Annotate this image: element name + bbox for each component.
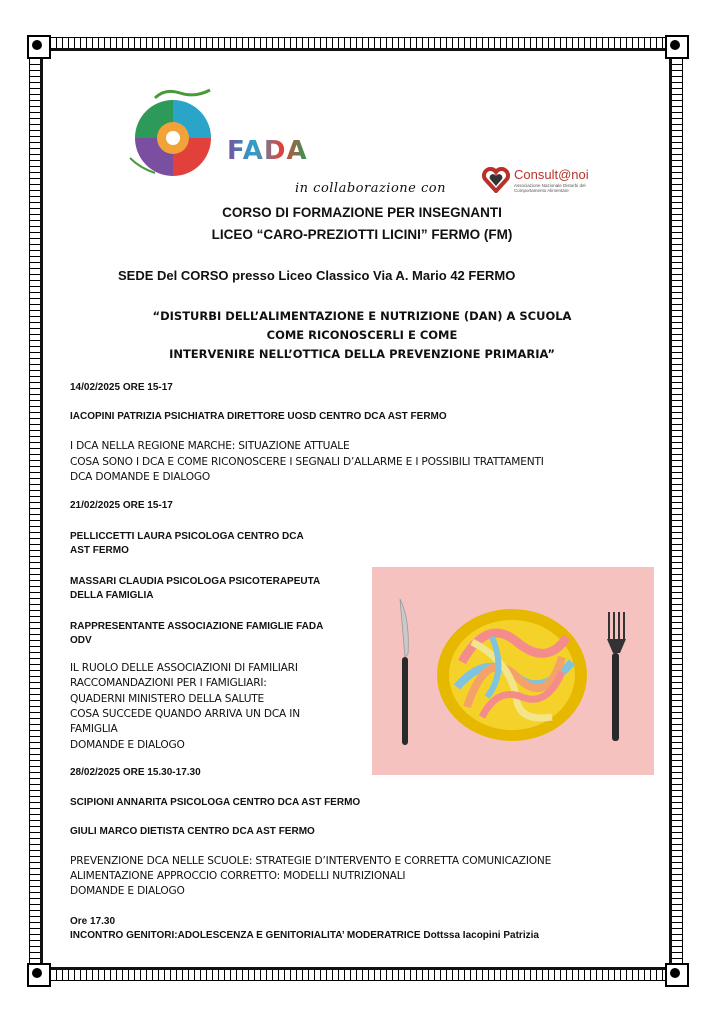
- session2-speaker: PELLICCETTI LAURA PSICOLOGA CENTRO DCA: [70, 531, 304, 542]
- session1-topic: DCA DOMANDE E DIALOGO: [70, 471, 210, 483]
- session2-topic: COSA SUCCEDE QUANDO ARRIVA UN DCA IN: [70, 708, 300, 720]
- consultanoi-subtitle: Associazione Nazionale Disturbi del Comportamento Alimentare: [514, 183, 586, 193]
- fada-logo: [125, 88, 308, 188]
- corner-ornament: [24, 960, 50, 986]
- parents-meeting: INCONTRO GENITORI:ADOLESCENZA E GENITORIALITA’ MODERATRICE Dottssa Iacopini Patrizia: [70, 930, 539, 941]
- heart-logo-icon: [482, 167, 510, 193]
- consultanoi-name: Consult@noi: [514, 167, 589, 182]
- plate-photo: [372, 567, 654, 775]
- border-bottom: [44, 969, 668, 981]
- course-heading: CORSO DI FORMAZIONE PER INSEGNANTI: [222, 205, 502, 220]
- session3-topic: PREVENZIONE DCA NELLE SCUOLE: STRATEGIE D’INTERVENTO E CORRETTA COMUNICAZIONE: [70, 855, 552, 867]
- plate-with-measuring-tape-image: [372, 567, 654, 775]
- parents-time: Ore 17.30: [70, 916, 116, 927]
- session3-topic: DOMANDE E DIALOGO: [70, 885, 185, 897]
- fada-emblem-icon: [125, 88, 235, 188]
- session1-topic: I DCA NELLA REGIONE MARCHE: SITUAZIONE ATTUALE: [70, 440, 350, 452]
- fada-wordmark: FADA: [227, 136, 308, 166]
- session3-speaker: SCIPIONI ANNARITA PSICOLOGA CENTRO DCA AST FERMO: [70, 797, 361, 808]
- session2-speaker: DELLA FAMIGLIA: [70, 590, 154, 601]
- session2-topic: QUADERNI MINISTERO DELLA SALUTE: [70, 693, 265, 705]
- session2-speaker: MASSARI CLAUDIA PSICOLOGA PSICOTERAPEUTA: [70, 576, 321, 587]
- venue-line: SEDE Del CORSO presso Liceo Classico Via A. Mario 42 FERMO: [118, 268, 516, 283]
- session2-topic: DOMANDE E DIALOGO: [70, 739, 185, 751]
- course-title-line1: “DISTURBI DELL’ALIMENTAZIONE E NUTRIZIONE (DAN) A SCUOLA: [152, 309, 572, 323]
- session2-date: 21/02/2025 ORE 15-17: [70, 500, 173, 511]
- session2-topic: FAMIGLIA: [70, 723, 118, 735]
- school-heading: LICEO “CARO-PREZIOTTI LICINI” FERMO (FM): [211, 227, 513, 242]
- border-right: [671, 52, 683, 966]
- session3-speaker: GIULI MARCO DIETISTA CENTRO DCA AST FERMO: [70, 826, 315, 837]
- session1-speaker: IACOPINI PATRIZIA PSICHIATRA DIRETTORE UOSD CENTRO DCA AST FERMO: [70, 411, 447, 422]
- session3-topic: ALIMENTAZIONE APPROCCIO CORRETTO: MODELLI NUTRIZIONALI: [70, 870, 406, 882]
- session2-speaker: AST FERMO: [70, 545, 129, 556]
- session3-date: 28/02/2025 ORE 15.30-17.30: [70, 767, 201, 778]
- session2-speaker: RAPPRESENTANTE ASSOCIAZIONE FAMIGLIE FADA: [70, 621, 324, 632]
- course-title-line2: COME RICONOSCERLI E COME: [266, 328, 458, 342]
- session1-topic: COSA SONO I DCA E COME RICONOSCERE I SEGNALI D’ALLARME E I POSSIBILI TRATTAMENTI: [70, 456, 544, 468]
- corner-ornament: [662, 960, 688, 986]
- session1-date: 14/02/2025 ORE 15-17: [70, 382, 173, 393]
- collaboration-caption: in collaborazione con: [295, 181, 446, 196]
- session2-speaker: ODV: [70, 635, 92, 646]
- corner-ornament: [24, 32, 50, 58]
- session2-topic: IL RUOLO DELLE ASSOCIAZIONI DI FAMILIARI: [70, 662, 298, 674]
- course-title-line3: INTERVENIRE NELL’OTTICA DELLA PREVENZIONE PRIMARIA”: [169, 347, 555, 361]
- consultanoi-logo: [482, 165, 612, 195]
- session2-topic: RACCOMANDAZIONI PER I FAMIGLIARI:: [70, 677, 267, 689]
- corner-ornament: [662, 32, 688, 58]
